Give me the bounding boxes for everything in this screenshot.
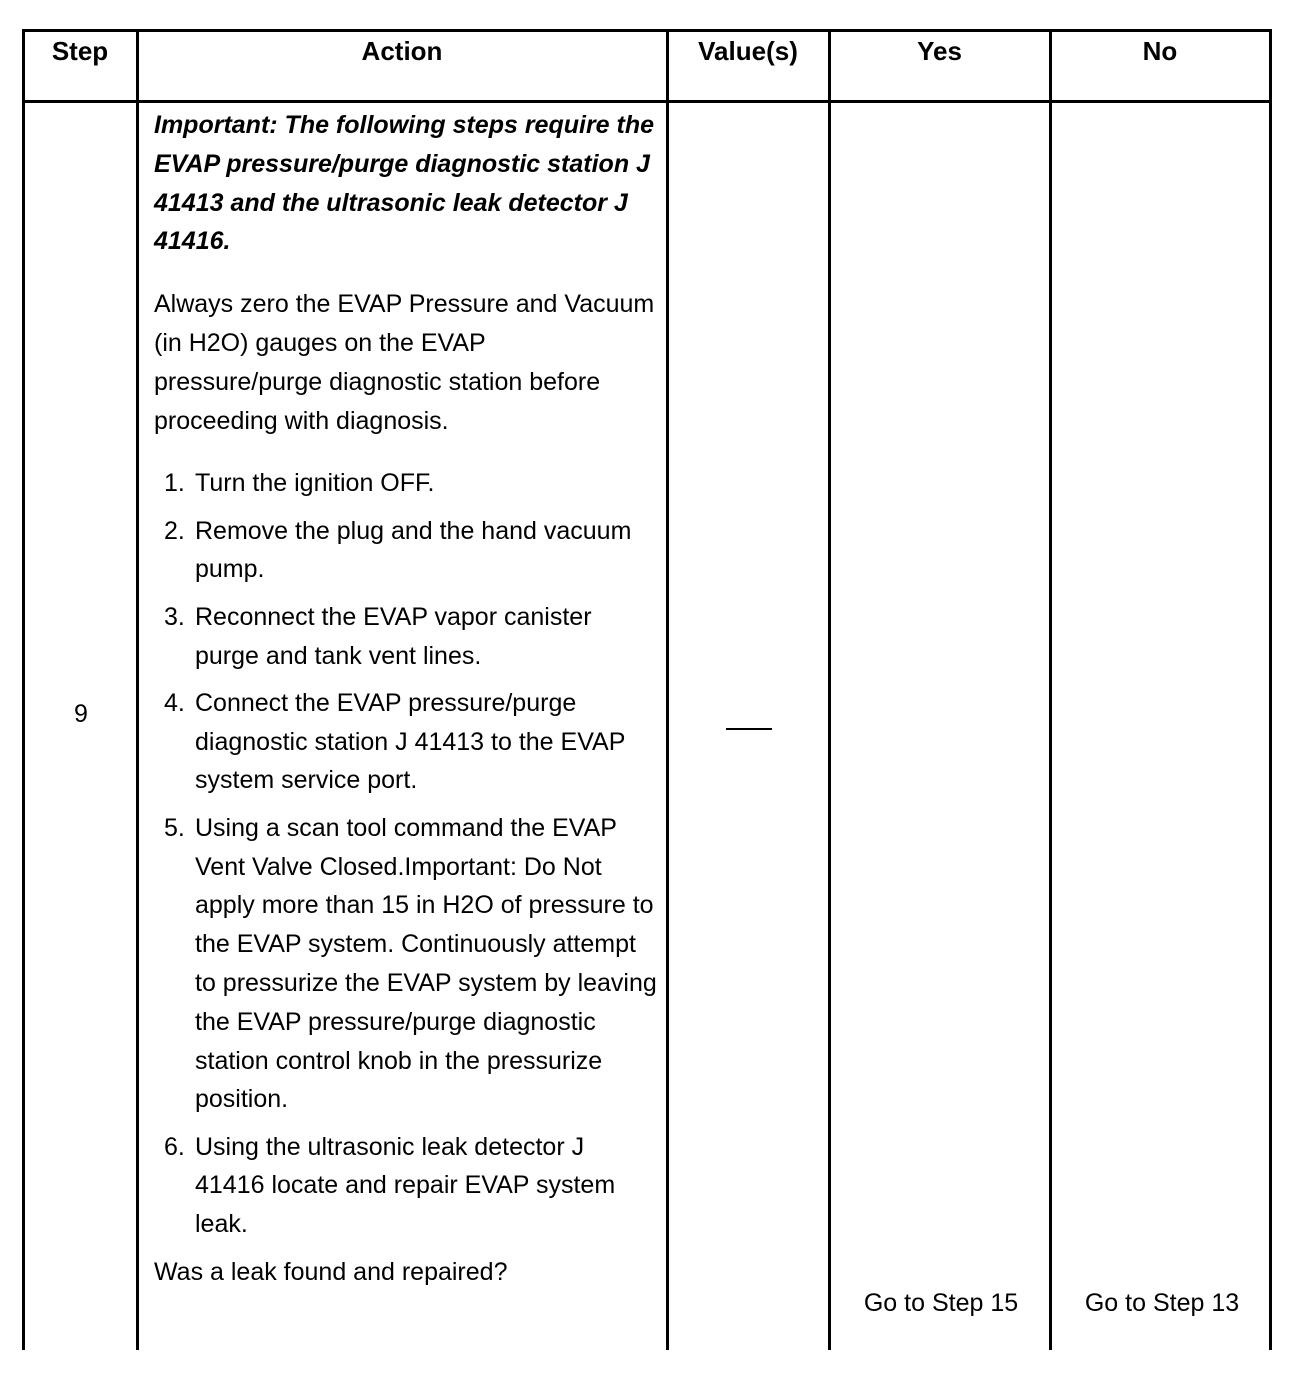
header-action: Action — [361, 36, 443, 66]
col-border-action-values — [666, 29, 669, 1350]
list-item: 6. Using the ultrasonic leak detector J 41416 locate and repair EVAP system leak. — [164, 1132, 616, 1239]
step-number: 9 — [74, 700, 88, 728]
yes-answer: Go to Step 15 — [863, 1289, 1019, 1317]
no-value-dash — [726, 728, 772, 730]
list-item: 2. Remove the plug and the hand vacuum pump. — [164, 516, 632, 584]
list-item: 1. Turn the ignition OFF. — [164, 469, 435, 498]
col-border-yes-no — [1049, 29, 1052, 1350]
header-step: Step — [51, 36, 109, 66]
zero-gauges-paragraph: Always zero the EVAP Pressure and Vacuum (in H2O) gauges on the EVAP pressure/purge diagnostic station before proceeding with diagnosis. — [154, 290, 655, 435]
header-bottom-border — [22, 100, 1272, 103]
question-text: Was a leak found and repaired? — [154, 1257, 508, 1286]
header-values: Value(s) — [698, 36, 798, 66]
list-item: 3. Reconnect the EVAP vapor canister purge and tank vent lines. — [164, 602, 592, 670]
table-top-border — [22, 29, 1272, 32]
action-steps-list — [154, 464, 659, 1244]
header-yes: Yes — [917, 36, 962, 66]
col-border-right — [1269, 29, 1272, 1350]
no-answer: Go to Step 13 — [1084, 1289, 1240, 1317]
header-no: No — [1142, 36, 1178, 66]
action-cell — [154, 106, 659, 1291]
col-border-left — [22, 29, 25, 1350]
list-item: 4. Connect the EVAP pressure/purge diagnostic station J 41413 to the EVAP system service port. — [164, 688, 625, 795]
col-border-values-yes — [828, 29, 831, 1350]
list-item: 5. Using a scan tool command the EVAP Vent Valve Closed.Important: Do Not apply more than 15 in H2O of pressure to the EVAP system. Continuously attempt to pressurize the EVAP system by leaving the EVAP pressure/purge diagnostic station control knob in the pressurize position. — [164, 813, 657, 1114]
col-border-step-action — [136, 29, 139, 1350]
important-note: Important: The following steps require the EVAP pressure/purge diagnostic station J 41413 and the ultrasonic leak detector J 41416. — [154, 111, 655, 256]
